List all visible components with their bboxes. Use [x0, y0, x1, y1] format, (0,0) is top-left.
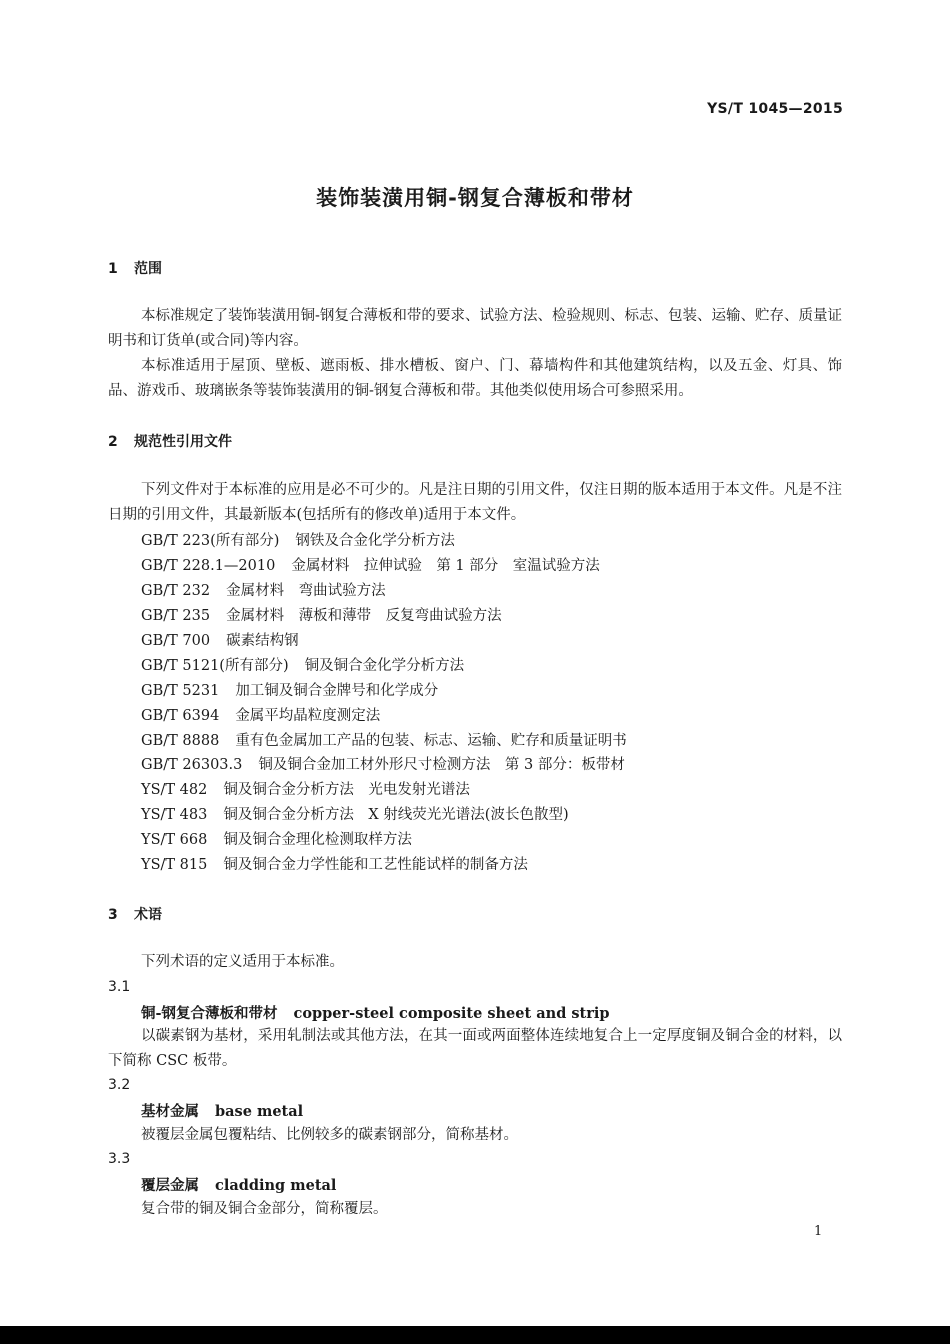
- scope-paragraph-2: 本标准适用于屋顶、壁板、遮雨板、排水槽板、窗户、门、幕墙构件和其他建筑结构，以及五金、灯具、饰品、游戏币、玻璃嵌条等装饰装潢用的铜-钢复合薄板和带。其他类似使用场合可参照采用。: [108, 358, 842, 399]
- reference-item: [141, 579, 386, 600]
- reference-code: GB/T 5121(所有部分): [141, 658, 289, 674]
- reference-title: 金属材料 弯曲试验方法: [226, 583, 386, 599]
- section-number: 2: [108, 434, 118, 450]
- references-intro-paragraph: 下列文件对于本标准的应用是必不可少的。凡是注日期的引用文件，仅注日期的版本适用于本文件。凡是不注日期的引用文件，其最新版本(包括所有的修改单)适用于本文件。: [108, 482, 842, 523]
- term-zh: 铜-钢复合薄板和带材: [141, 1005, 278, 1022]
- reference-code: GB/T 232: [141, 583, 211, 599]
- section-number: 1: [108, 261, 118, 277]
- reference-item: [141, 803, 569, 824]
- reference-item: [141, 554, 600, 575]
- reference-title: 铜及铜合金分析方法 X 射线荧光光谱法(波长色散型): [223, 807, 569, 823]
- section-heading-scope: [108, 258, 162, 278]
- term-en: cladding metal: [215, 1177, 337, 1194]
- standard-code: YS/T 1045—2015: [707, 101, 843, 117]
- reference-code: GB/T 8888: [141, 733, 220, 749]
- reference-code: YS/T 482: [141, 782, 208, 798]
- reference-title: 金属材料 拉伸试验 第 1 部分 室温试验方法: [291, 558, 600, 574]
- term-definition: 复合带的铜及铜合金部分，简称覆层。: [141, 1201, 388, 1217]
- reference-code: GB/T 235: [141, 608, 211, 624]
- reference-title: 铜及铜合金化学分析方法: [304, 658, 465, 674]
- term-heading: [141, 1002, 610, 1023]
- reference-item: [141, 853, 528, 874]
- reference-code: GB/T 700: [141, 633, 211, 649]
- reference-item: [141, 654, 464, 675]
- page-number: 1: [814, 1224, 823, 1239]
- reference-item: [141, 704, 380, 725]
- reference-code: GB/T 5231: [141, 683, 220, 699]
- section-title: 范围: [134, 261, 162, 277]
- section-heading-normative-references: [108, 431, 232, 451]
- term-zh: 基材金属: [141, 1103, 199, 1120]
- reference-item: [141, 828, 412, 849]
- reference-title: 加工铜及铜合金牌号和化学成分: [235, 683, 439, 699]
- section-title: 规范性引用文件: [134, 434, 232, 450]
- reference-code: YS/T 815: [141, 857, 208, 873]
- section-title: 术语: [134, 907, 162, 923]
- term-definition: 被覆层金属包覆粘结、比例较多的碳素钢部分，简称基材。: [141, 1127, 518, 1143]
- reference-item: [141, 629, 299, 650]
- reference-code: GB/T 26303.3: [141, 757, 243, 773]
- term-number: 3.3: [108, 1151, 131, 1167]
- reference-title: 碳素结构钢: [226, 633, 299, 649]
- term-number: 3.1: [108, 979, 131, 995]
- reference-title: 钢铁及合金化学分析方法: [295, 533, 455, 549]
- reference-item: [141, 778, 470, 799]
- document-title: 装饰装潢用铜-钢复合薄板和带材: [316, 186, 634, 210]
- reference-item: [141, 679, 438, 700]
- reference-title: 铜及铜合金加工材外形尺寸检测方法 第 3 部分：板带材: [258, 757, 625, 773]
- scope-paragraph-1: 本标准规定了装饰装潢用铜-钢复合薄板和带的要求、试验方法、检验规则、标志、包装、运输、贮存、质量证明书和订货单(或合同)等内容。: [108, 308, 842, 349]
- reference-title: 金属平均晶粒度测定法: [235, 708, 381, 724]
- reference-code: YS/T 668: [141, 832, 208, 848]
- term-heading: [141, 1100, 303, 1121]
- term-en: copper-steel composite sheet and strip: [293, 1005, 610, 1022]
- reference-code: GB/T 228.1—2010: [141, 558, 276, 574]
- reference-code: GB/T 223(所有部分): [141, 533, 280, 549]
- terms-intro-paragraph: 下列术语的定义适用于本标准。: [141, 954, 344, 970]
- reference-item: [141, 753, 625, 774]
- reference-title: 铜及铜合金理化检测取样方法: [223, 832, 412, 848]
- reference-title: 铜及铜合金分析方法 光电发射光谱法: [223, 782, 470, 798]
- scan-border: [0, 1326, 950, 1344]
- term-definition: 以碳素钢为基材，采用轧制法或其他方法，在其一面或两面整体连续地复合上一定厚度铜及铜合金的材料，以下简称 CSC 板带。: [108, 1028, 842, 1069]
- reference-title: 铜及铜合金力学性能和工艺性能试样的制备方法: [223, 857, 528, 873]
- reference-code: YS/T 483: [141, 807, 208, 823]
- term-heading: [141, 1174, 336, 1195]
- reference-item: [141, 604, 502, 625]
- term-en: base metal: [215, 1103, 304, 1120]
- term-number: 3.2: [108, 1077, 131, 1093]
- section-number: 3: [108, 907, 118, 923]
- term-zh: 覆层金属: [141, 1177, 199, 1194]
- reference-item: [141, 729, 627, 750]
- section-heading-terms: [108, 904, 162, 924]
- reference-item: [141, 529, 455, 550]
- reference-title: 金属材料 薄板和薄带 反复弯曲试验方法: [226, 608, 502, 624]
- reference-title: 重有色金属加工产品的包装、标志、运输、贮存和质量证明书: [235, 733, 627, 749]
- reference-code: GB/T 6394: [141, 708, 220, 724]
